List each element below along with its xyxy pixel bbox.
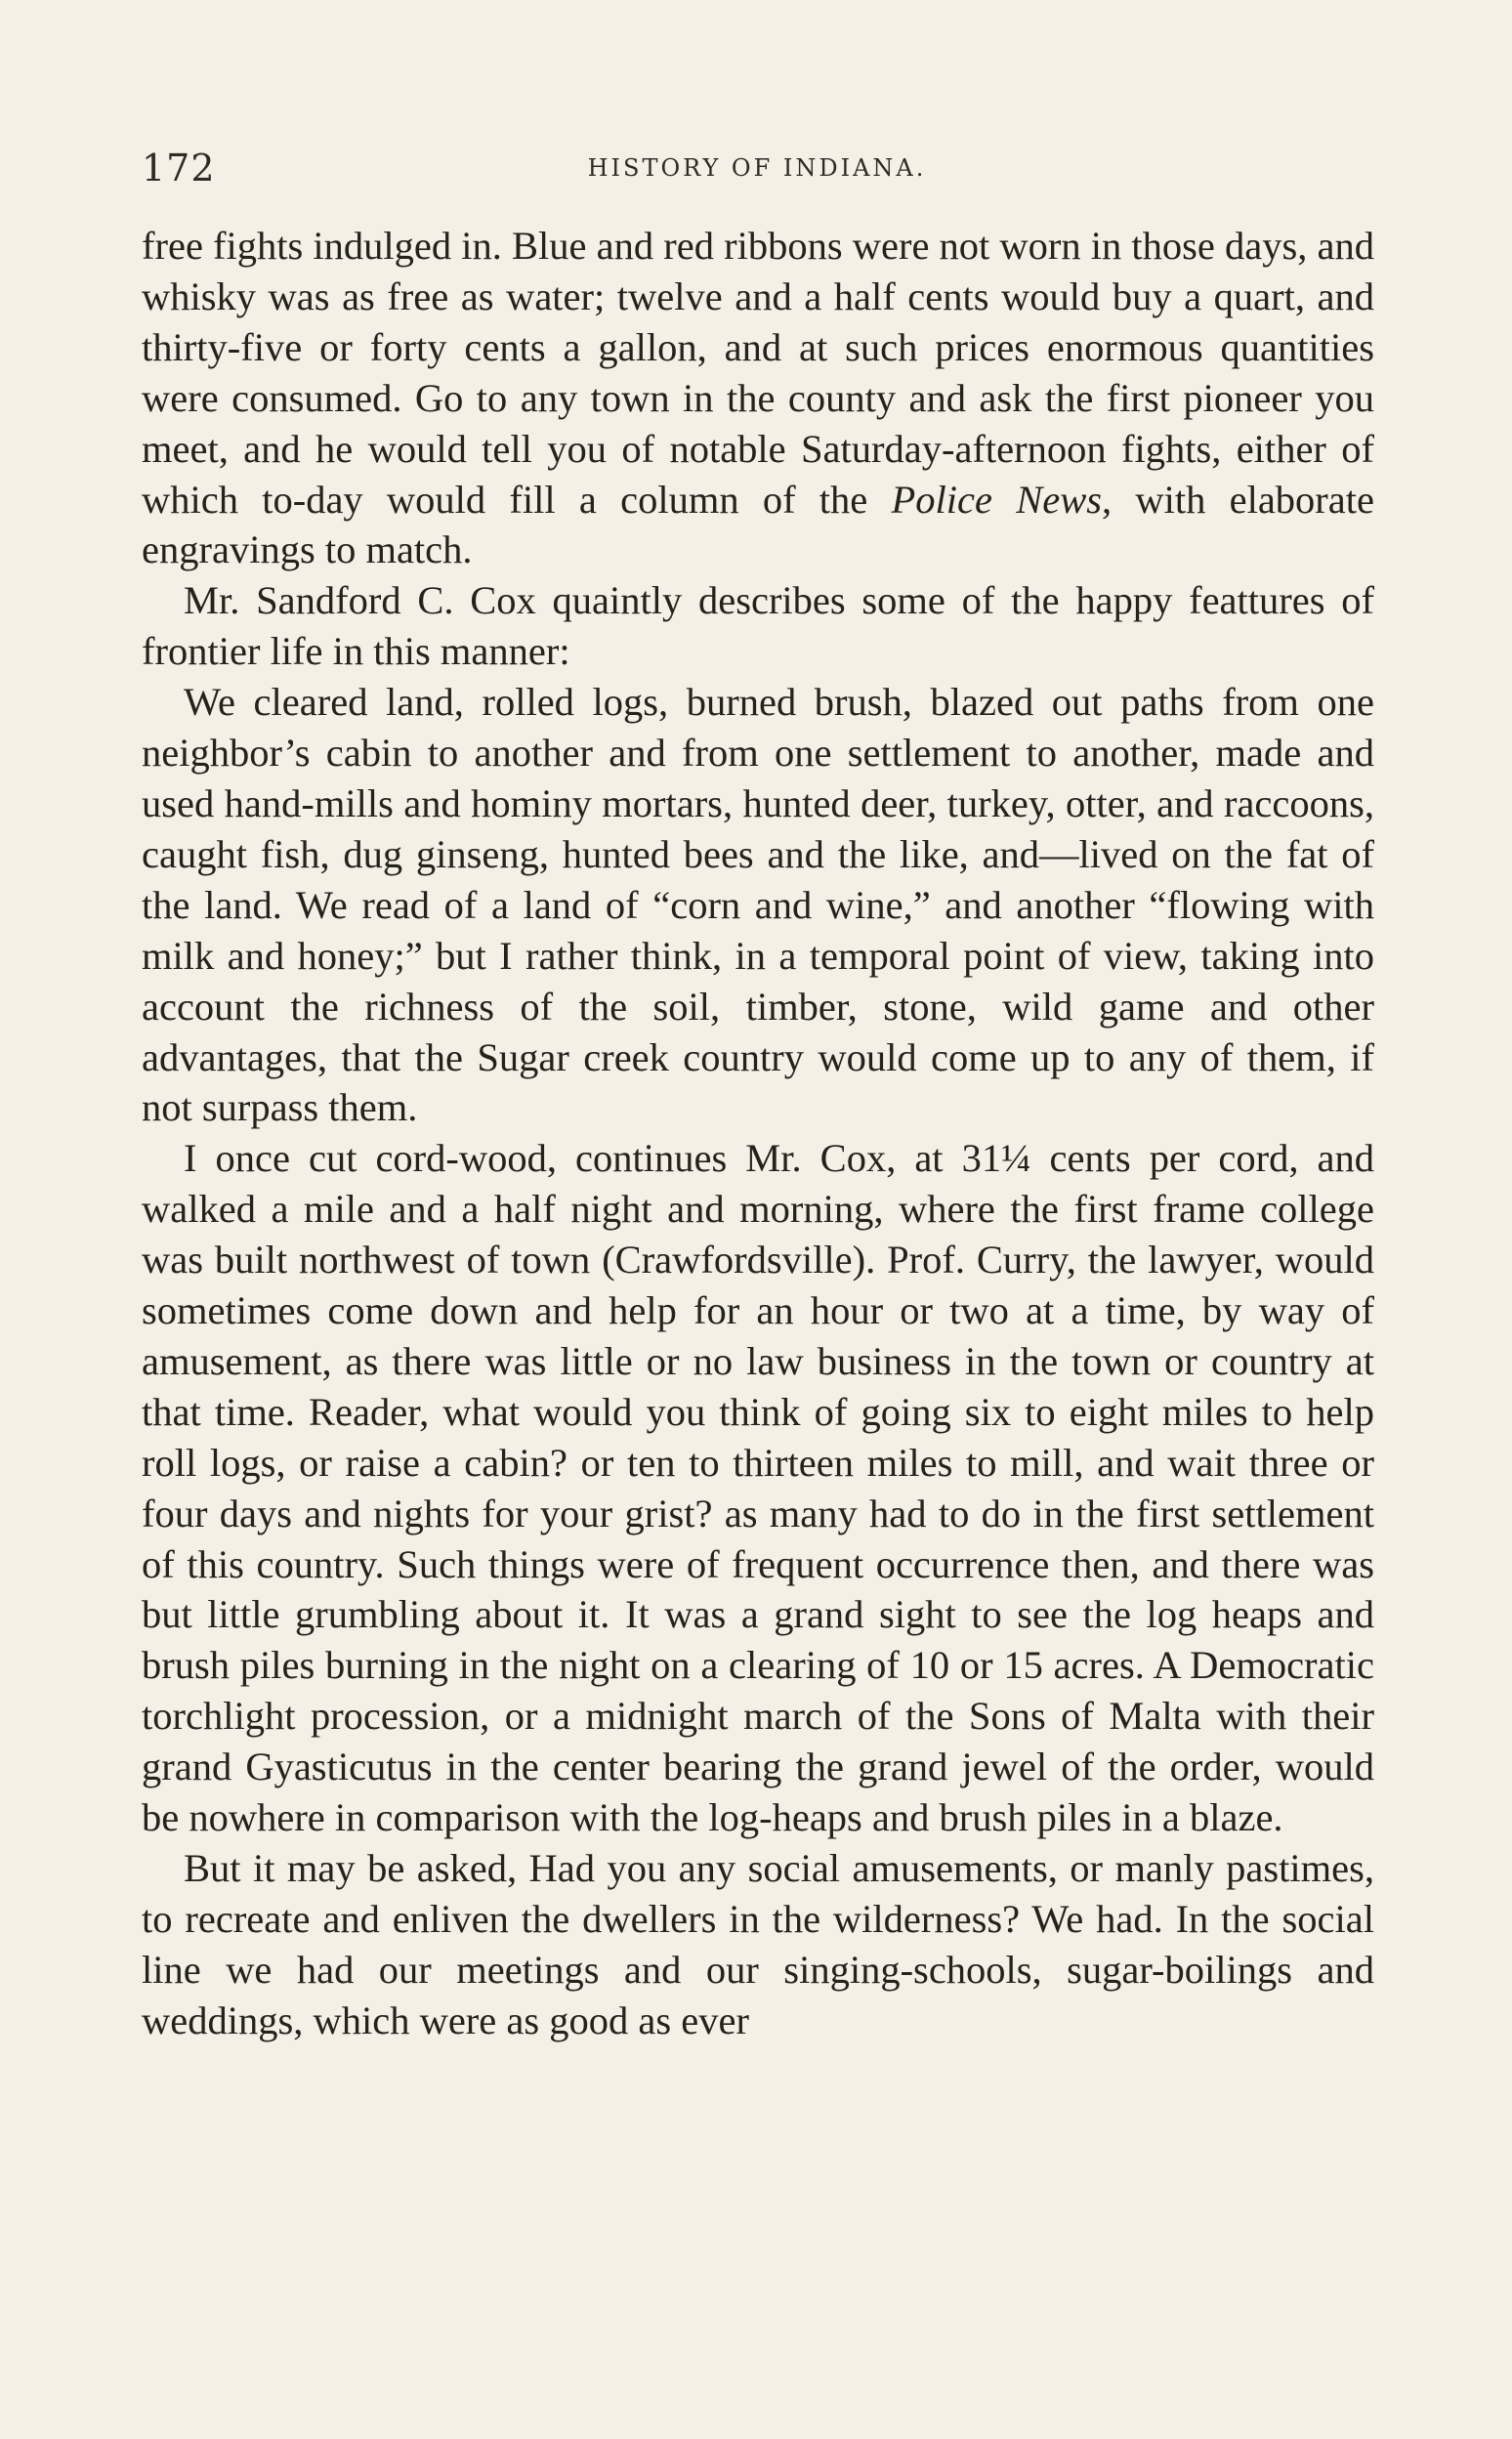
page-number: 172 (142, 147, 216, 189)
paragraph-text: , with elaborate engravings to match. (142, 477, 1374, 572)
italic-title: Police News (891, 477, 1102, 522)
paragraph: We cleared land, rolled logs, burned brush, blazed out paths from one neighbor’s cabin to another and from one settlement to another, made and used hand-mills and hominy mortars, hunted deer, turkey, otter, and raccoons, caught fish, dug ginseng, hunted bees and the like, and—lived on the fat of the land. We read of a land of “corn and wine,” and another “flowing with milk and honey;” but I rather think, in a temporal point of view, taking into account the richness of the soil, timber, stone, wild game and other advantages, that the Sugar creek country would come up to any of them, if not surpass them. (142, 680, 1374, 1130)
paragraph-continued (142, 221, 1374, 575)
paragraph: I once cut cord-wood, continues Mr. Cox, at 31¼ cents per cord, and walked a mile and a half night and morning, where the first frame college was built northwest of town (Crawfordsville). Prof. Curry, the lawyer, would sometimes come down and help for an hour or two at a time, by way of amusement, as there was little or no law business in the town or country at that time. Reader, what would you think of going six to eight miles to help roll logs, or raise a cabin? or ten to thirteen miles to mill, and wait three or four days and nights for your grist? as many had to do in the first settlement of this country. Such things were of frequent occurrence then, and there was but little grumbling about it. It was a grand sight to see the log heaps and brush piles burning in the night on a clearing of 10 or 15 acres. A Democratic torchlight procession, or a midnight march of the Sons of Malta with their grand Gyasticutus in the center bearing the grand jewel of the order, would be nowhere in comparison with the log-heaps and brush piles in a blaze. (142, 1136, 1374, 1840)
paragraph-text: free fights indulged in. Blue and red ribbons were not worn in those days, and whisky was as free as water; twelve and a half cents would buy a quart, and thirty-five or forty cents a gallon, and at such prices enormous quantities were consumed. Go to any town in the county and ask the first pioneer you meet, and he would tell you of notable Saturday-afternoon fights, either of which to-day would fill a column of the (142, 224, 1374, 522)
paragraph: Mr. Sandford C. Cox quaintly describes some of the happy feattures of frontier life in this manner: (142, 578, 1374, 674)
body-text (142, 221, 1374, 2046)
running-head (142, 145, 1372, 191)
paragraph: But it may be asked, Had you any social amusements, or manly pastimes, to recreate and enliven the dwellers in the wilderness? We had. In the social line we had our meetings and our singing-schools, sugar-boilings and weddings, which were as good as ever (142, 1846, 1374, 2042)
running-title: HISTORY OF INDIANA. (587, 154, 927, 182)
